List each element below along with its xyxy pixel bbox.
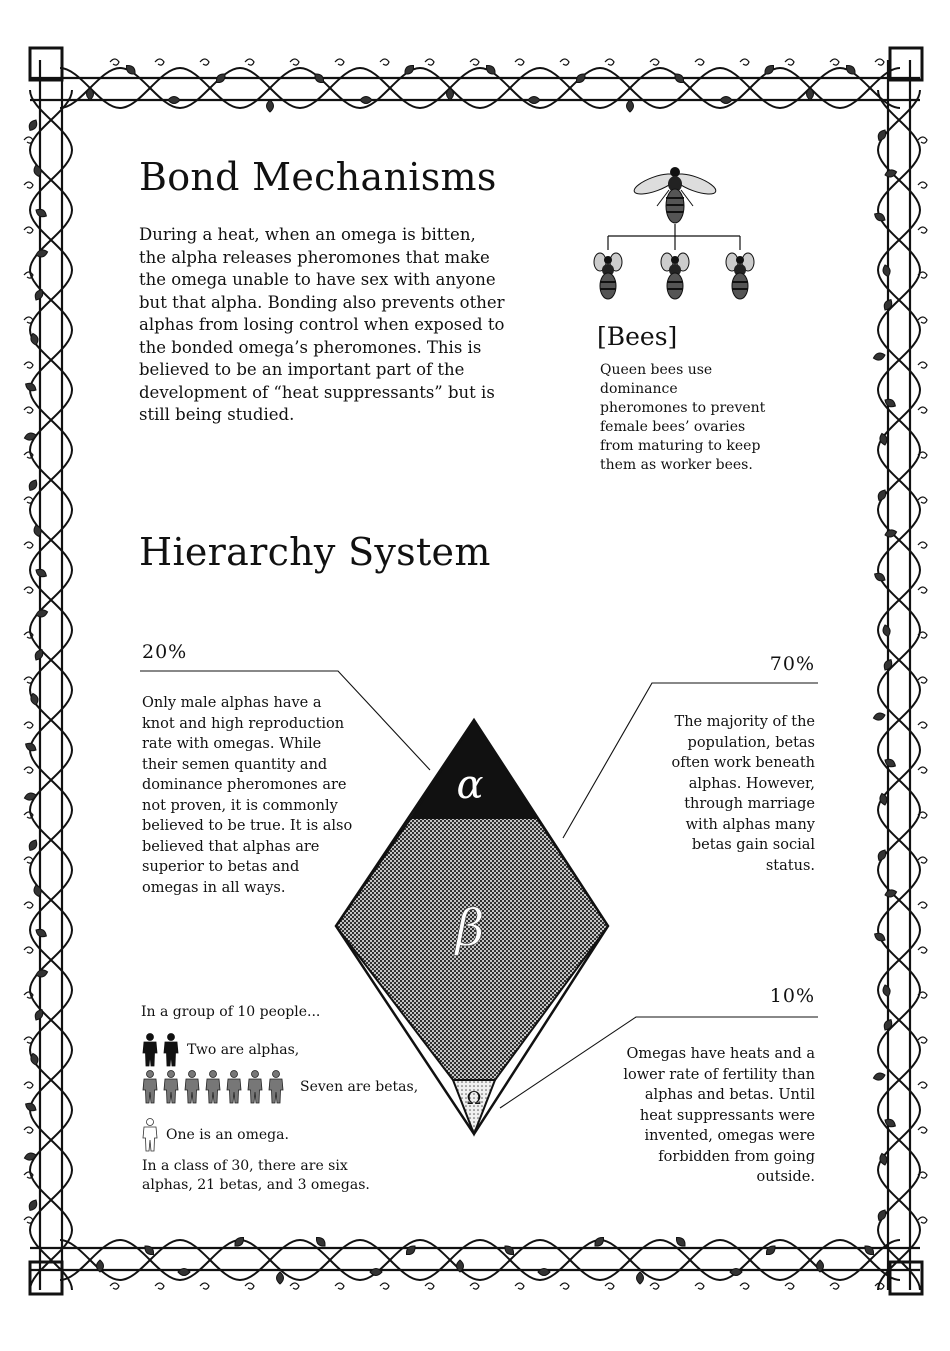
beta-percent: 70% — [769, 653, 815, 675]
bond-mechanisms-title: Bond Mechanisms — [139, 155, 497, 199]
alphas-label: Two are alphas, — [187, 1041, 300, 1058]
bees-body: Queen bees use dominance pheromones to prevent female bees’ ovaries from maturing to keep them as worker bees. — [600, 362, 766, 473]
beta-person-icon — [204, 1070, 222, 1104]
omega-people-row — [141, 1118, 289, 1152]
alpha-percent: 20% — [142, 641, 188, 663]
beta-person-icon — [183, 1070, 201, 1104]
beta-people-icons — [141, 1070, 285, 1104]
beta-person-icon — [162, 1070, 180, 1104]
beta-description: The majority of the population, betas often work beneath alphas. However, through marriage with alphas many betas gain social status. — [671, 714, 815, 874]
omega-people-icons — [141, 1118, 159, 1152]
omega-description: Omegas have heats and a lower rate of fertility than alphas and betas. Until heat suppressants were invented, omegas were forbidden from going outside. — [623, 1046, 815, 1185]
beta-person-icon — [225, 1070, 243, 1104]
bees-heading: [Bees] — [597, 322, 678, 351]
alpha-people-icons — [141, 1033, 180, 1067]
beta-person-icon — [141, 1070, 159, 1104]
alpha-person-icon — [141, 1033, 159, 1067]
group-intro: In a group of 10 people... — [141, 1004, 321, 1020]
omega-person-icon — [141, 1118, 159, 1152]
alpha-symbol: α — [456, 762, 484, 808]
class-note: In a class of 30, there are six alphas, 21 betas, and 3 omegas. — [142, 1158, 370, 1193]
omega-symbol: Ω — [466, 1088, 482, 1109]
bond-mechanisms-body: During a heat, when an omega is bitten, the alpha releases pheromones that make the omega unable to have sex with anyone but that alpha. Bonding also prevents other alphas from losing control when exposed to the bonded omega’s pheromones. This is believed to be an important part of the development of “heat suppressants” but is still being studied. — [139, 225, 505, 424]
alpha-person-icon — [162, 1033, 180, 1067]
beta-people-row — [141, 1070, 418, 1104]
betas-label: Seven are betas, — [300, 1078, 419, 1095]
omega-percent: 10% — [769, 985, 815, 1007]
beta-person-icon — [246, 1070, 264, 1104]
beta-symbol: β — [455, 899, 485, 957]
beta-person-icon — [267, 1070, 285, 1104]
alpha-people-row — [141, 1033, 299, 1067]
hierarchy-system-title: Hierarchy System — [139, 530, 491, 574]
alpha-description: Only male alphas have a knot and high reproduction rate with omegas. While their semen quantity and dominance pheromones are not proven, it is commonly believed to be true. It is also believed that alphas are superior to betas and omegas in all ways. — [142, 695, 353, 896]
omega-label: One is an omega. — [166, 1126, 289, 1143]
